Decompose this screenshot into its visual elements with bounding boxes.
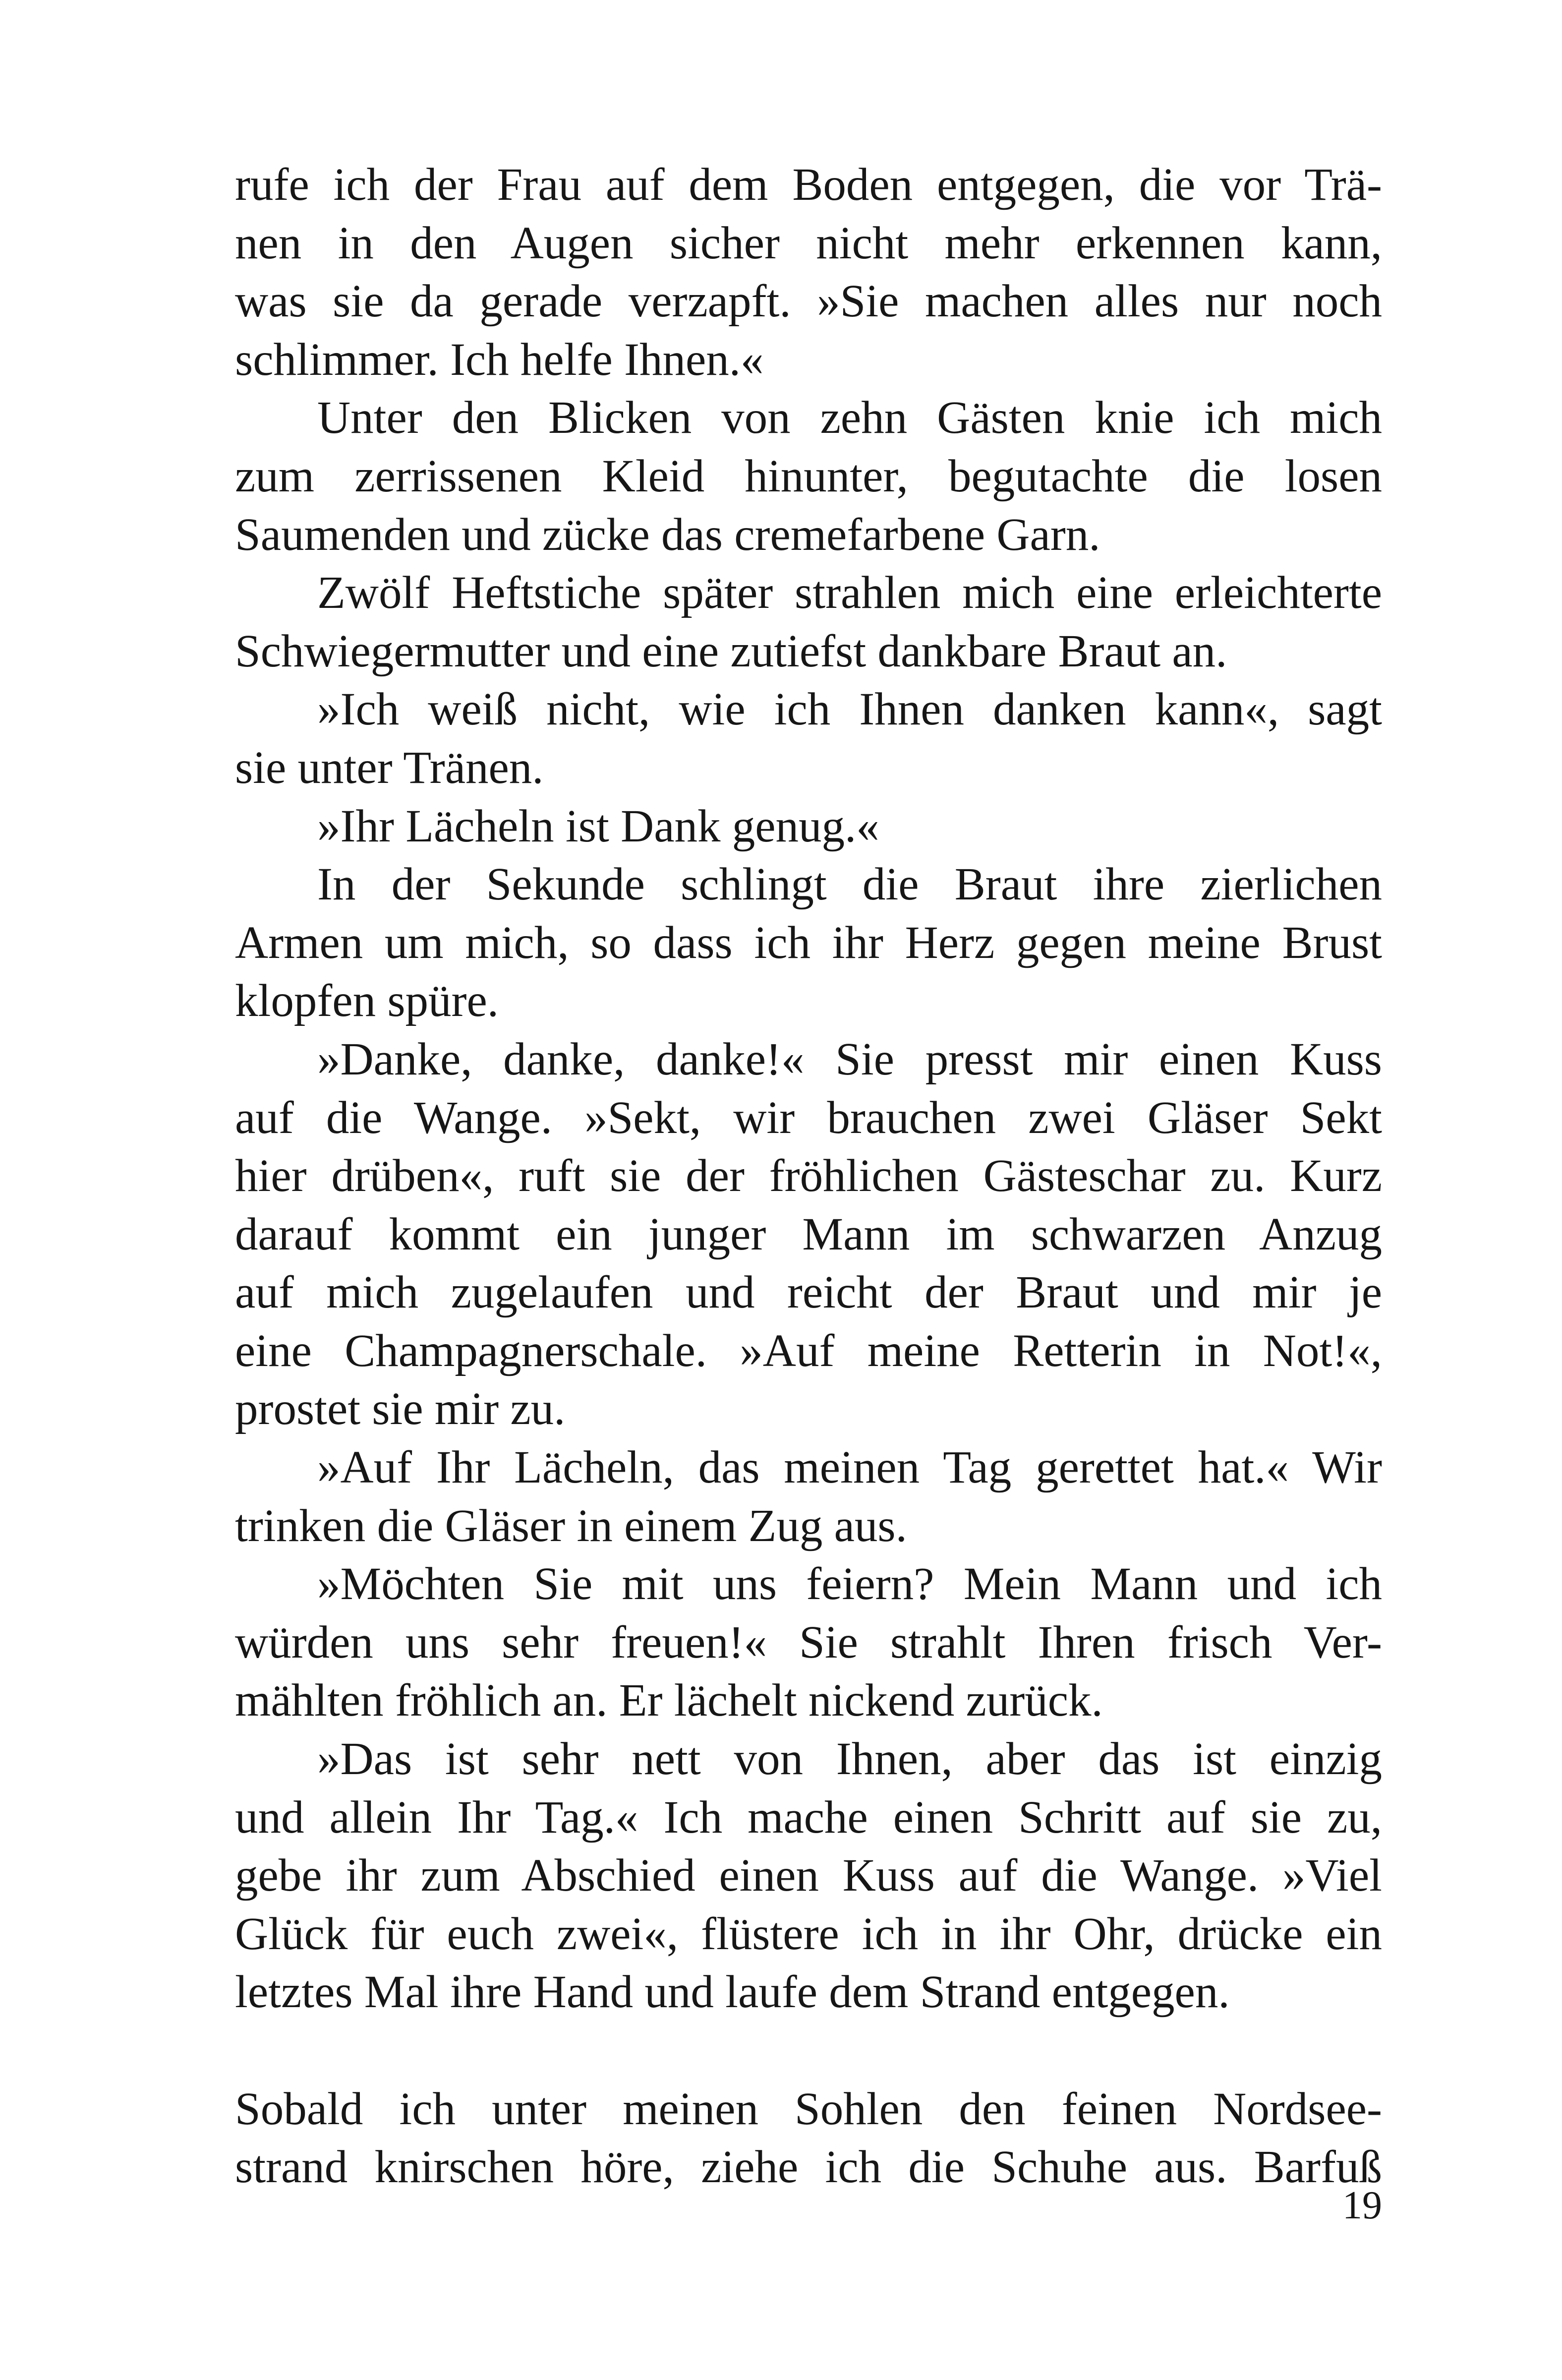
text-line: »Danke, danke, danke!« Sie presst mir einen Kuss bbox=[317, 1033, 1382, 1085]
text-line: rufe ich der Frau auf dem Boden entgegen, die vor Trä- bbox=[235, 159, 1382, 210]
text-line: Schwiegermutter und eine zutiefst dankbare Braut an. bbox=[235, 625, 1227, 677]
text-line: Sobald ich unter meinen Sohlen den feinen Nordsee- bbox=[235, 2083, 1382, 2135]
text-line: was sie da gerade verzapft. »Sie machen alles nur noch bbox=[235, 276, 1382, 327]
text-line: »Auf Ihr Lächeln, das meinen Tag gerettet hat.« Wir bbox=[317, 1442, 1382, 1493]
text-line: nen in den Augen sicher nicht mehr erkennen kann, bbox=[235, 217, 1382, 269]
text-line: darauf kommt ein junger Mann im schwarzen Anzug bbox=[235, 1208, 1382, 1260]
text-line: Zwölf Heftstiche später strahlen mich eine erleichterte bbox=[317, 567, 1382, 619]
text-line: letztes Mal ihre Hand und laufe dem Strand entgegen. bbox=[235, 1966, 1230, 2018]
text-line: klopfen spüre. bbox=[235, 975, 499, 1027]
text-line: zum zerrissenen Kleid hinunter, begutachte die losen bbox=[235, 450, 1382, 502]
section-break bbox=[235, 2022, 1382, 2080]
text-line: strand knirschen höre, ziehe ich die Schuhe aus. Barfuß bbox=[235, 2142, 1382, 2193]
text-line: eine Champagnerschale. »Auf meine Retterin in Not!«, bbox=[235, 1325, 1382, 1376]
text-line: mählten fröhlich an. Er lächelt nickend zurück. bbox=[235, 1675, 1103, 1726]
text-line: »Möchten Sie mit uns feiern? Mein Mann und ich bbox=[317, 1558, 1382, 1610]
text-line: »Das ist sehr nett von Ihnen, aber das ist einzig bbox=[317, 1733, 1382, 1785]
body-text bbox=[235, 156, 1382, 2197]
text-line: Armen um mich, so dass ich ihr Herz gegen meine Brust bbox=[235, 917, 1382, 968]
text-line: schlimmer. Ich helfe Ihnen.« bbox=[235, 334, 764, 385]
text-line: hier drüben«, ruft sie der fröhlichen Gästeschar zu. Kurz bbox=[235, 1150, 1382, 1202]
text-line: Saumenden und zücke das cremefarbene Garn. bbox=[235, 509, 1100, 560]
text-line: und allein Ihr Tag.« Ich mache einen Schritt auf sie zu, bbox=[235, 1791, 1382, 1843]
text-line: »Ihr Lächeln ist Dank genug.« bbox=[317, 800, 879, 852]
text-line: »Ich weiß nicht, wie ich Ihnen danken kann«, sagt bbox=[317, 684, 1382, 735]
text-line: In der Sekunde schlingt die Braut ihre zierlichen bbox=[317, 859, 1382, 910]
text-line: Glück für euch zwei«, flüstere ich in ihr Ohr, drücke ein bbox=[235, 1908, 1382, 1960]
text-line: auf die Wange. »Sekt, wir brauchen zwei Gläser Sekt bbox=[235, 1092, 1382, 1143]
text-line: auf mich zugelaufen und reicht der Braut und mir je bbox=[235, 1267, 1382, 1318]
text-line: Unter den Blicken von zehn Gästen knie ich mich bbox=[317, 392, 1382, 444]
text-line: trinken die Gläser in einem Zug aus. bbox=[235, 1500, 907, 1551]
page-number: 19 bbox=[1342, 2184, 1382, 2227]
text-line: würden uns sehr freuen!« Sie strahlt Ihren frisch Ver- bbox=[235, 1616, 1382, 1668]
text-line: gebe ihr zum Abschied einen Kuss auf die Wange. »Viel bbox=[235, 1850, 1382, 1902]
text-line: sie unter Tränen. bbox=[235, 742, 544, 793]
text-line: prostet sie mir zu. bbox=[235, 1383, 566, 1435]
